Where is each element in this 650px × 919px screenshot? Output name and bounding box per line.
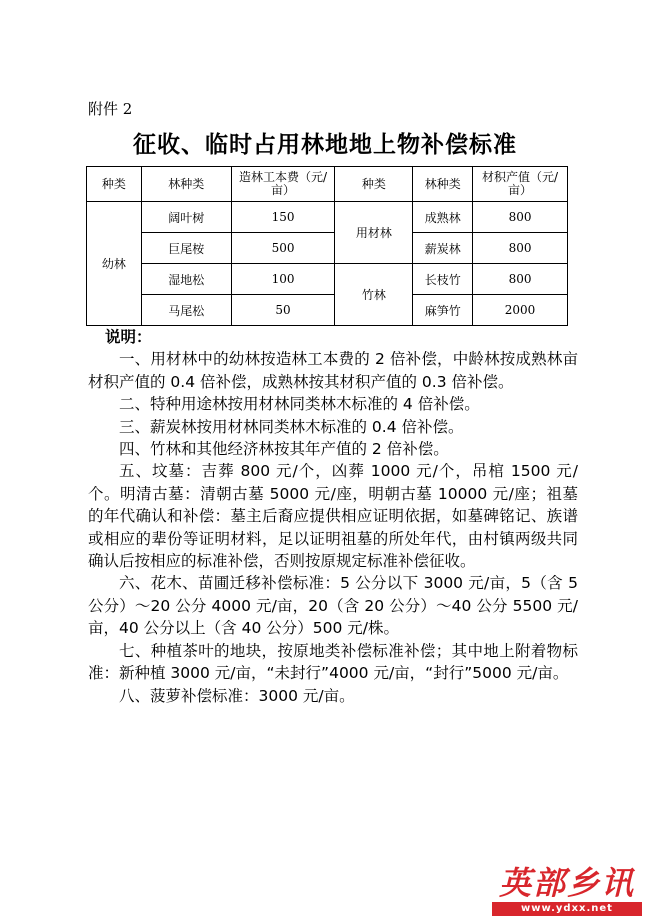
cost-cell: 500 (231, 233, 335, 264)
value-cell: 800 (473, 202, 568, 233)
notes-heading: 说明： (105, 328, 152, 346)
forest-type-cell: 薪炭林 (413, 233, 473, 264)
table-row (87, 202, 568, 233)
cost-cell: 100 (231, 264, 335, 295)
forest-type-cell: 巨尾桉 (141, 233, 231, 264)
compensation-table (86, 166, 568, 326)
table-row (87, 295, 568, 326)
cost-cell: 50 (231, 295, 335, 326)
logo-url: www.ydxx.net (492, 902, 642, 916)
forest-type-cell: 湿地松 (141, 264, 231, 295)
table-row (87, 264, 568, 295)
header-category-left: 种类 (87, 167, 142, 202)
notes-section (88, 326, 578, 707)
note-item-3: 三、薪炭林按用材林同类林木标准的 0.4 倍补偿。 (119, 417, 464, 436)
note-item-4: 四、竹林和其他经济林按其年产值的 2 倍补偿。 (119, 440, 449, 459)
attachment-label: 附件 2 (88, 100, 133, 118)
value-cell: 800 (473, 264, 568, 295)
header-forest-type-right: 林种类 (413, 167, 473, 202)
value-cell: 2000 (473, 295, 568, 326)
table-row (87, 233, 568, 264)
note-item-6: 六、花木、苗圃迁移补偿标准：5 公分以下 3000 元/亩，5（含 5 公分）～20 公分 4000 元/亩，20（含 20 公分）～40 公分 5500 元/亩，40 公分以上（含 40 公分）500 元/株。 (88, 574, 578, 638)
page-title: 征收、临时占用林地地上物补偿标准 (133, 132, 517, 158)
header-forest-type-left: 林种类 (141, 167, 231, 202)
header-category-right: 种类 (335, 167, 413, 202)
forest-type-cell: 成熟林 (413, 202, 473, 233)
note-item-5: 五、坟墓：吉葬 800 元/个，凶葬 1000 元/个，吊棺 1500 元/个。明清古墓：清朝古墓 5000 元/座，明朝古墓 10000 元/座；祖墓的年代确认和补偿：墓主后裔应提供相应证明依据，如墓碑铭记、族谱或相应的辈份等证明材料，足以证明祖墓的所处年代，由村镇两级共同确认后按相应的标准补偿，否则按原规定标准补偿征收。 (88, 462, 578, 571)
note-item-2: 二、特种用途林按用材林同类林木标准的 4 倍补偿。 (119, 395, 480, 414)
group-bamboo-forest: 竹林 (335, 264, 413, 326)
note-item-7: 七、种植茶叶的地块，按原地类补偿标准补偿；其中地上附着物标准：新种植 3000 元/亩，“未封行”4000 元/亩，“封行”5000 元/亩。 (88, 641, 578, 683)
header-afforestation-cost: 造林工本费（元/亩） (231, 167, 335, 202)
note-item-1: 一、用材林中的幼林按造林工本费的 2 倍补偿，中龄林按成熟林亩材积产值的 0.4 倍补偿，成熟林按其材积产值的 0.3 倍补偿。 (88, 350, 578, 391)
watermark-logo (492, 858, 642, 918)
group-timber-forest: 用材林 (335, 202, 413, 264)
forest-type-cell: 长枝竹 (413, 264, 473, 295)
value-cell: 800 (473, 233, 568, 264)
cost-cell: 150 (231, 202, 335, 233)
forest-type-cell: 麻笋竹 (413, 295, 473, 326)
logo-text: 英部乡讯 (498, 864, 635, 902)
table-header-row (87, 167, 568, 202)
note-item-8: 八、菠萝补偿标准：3000 元/亩。 (119, 686, 355, 705)
forest-type-cell: 阔叶树 (141, 202, 231, 233)
header-timber-value: 材积产值（元/亩） (473, 167, 568, 202)
group-young-forest: 幼林 (87, 202, 142, 326)
forest-type-cell: 马尾松 (141, 295, 231, 326)
